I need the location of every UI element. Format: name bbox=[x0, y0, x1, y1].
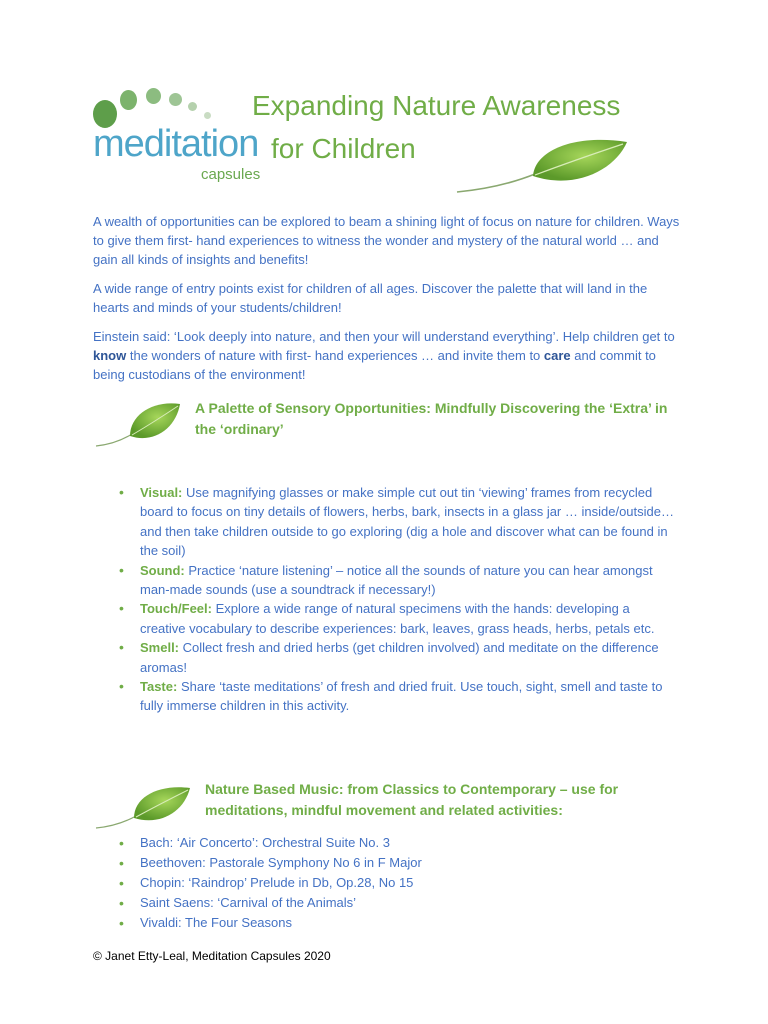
intro-p3-know: know bbox=[93, 348, 127, 364]
list-item-text: Explore a wide range of natural specimens with the hands: developing a creative vocabulary to describe experiences: bark, leaves, grass heads, herbs, petals etc. bbox=[140, 601, 655, 636]
page-title-line1: Expanding Nature Awareness bbox=[252, 90, 621, 121]
intro-paragraph-2: A wide range of entry points exist for children of all ages. Discover the palette that will land in the hearts and minds of your students/children! bbox=[93, 281, 648, 316]
list-item: • Vivaldi: The Four Seasons bbox=[116, 913, 676, 933]
logo-dot-3 bbox=[146, 88, 161, 104]
list-item bbox=[116, 561, 676, 600]
logo-dot-2 bbox=[120, 90, 137, 110]
logo-dot-6 bbox=[204, 112, 211, 119]
intro-p3-care: care bbox=[543, 348, 571, 364]
intro-p3-text-c: and commit to being custodians of the environment! bbox=[93, 348, 656, 383]
leaf-image-large bbox=[455, 130, 635, 200]
copyright-footer: © Janet Etty-Leal, Meditation Capsules 2020 bbox=[93, 949, 331, 963]
music-list bbox=[116, 833, 676, 933]
section-heading-music: Nature Based Music: from Classics to Contemporary – use for meditations, mindful movement and related activities: bbox=[205, 781, 619, 818]
list-item-text: Practice ‘nature listening’ – notice all the sounds of nature you can hear amongst man-made sounds (use a soundtrack if necessary!) bbox=[140, 562, 653, 598]
list-item-text: Share ‘taste meditations’ of fresh and dried fruit. Use touch, sight, smell and taste to fully immerse children in this activity. bbox=[140, 679, 663, 714]
list-item: • Bach: ‘Air Concerto’: Orchestral Suite No. 3 bbox=[116, 833, 676, 853]
intro-paragraph-1: A wealth of opportunities can be explored to beam a shining light of focus on nature for children. Ways to give them first- hand experiences to witness the wonder and mystery of the natural world … and gain all kinds of insights and benefits! bbox=[93, 214, 680, 268]
list-item bbox=[116, 638, 676, 677]
leaf-icon-section2 bbox=[94, 782, 194, 832]
list-item-label: Touch/Feel: bbox=[140, 601, 212, 617]
list-item bbox=[116, 599, 676, 638]
logo-dot-5 bbox=[188, 102, 197, 111]
logo-subtext: capsules bbox=[201, 166, 261, 183]
list-item bbox=[116, 677, 676, 716]
logo-dot-4 bbox=[169, 93, 182, 106]
logo-wordmark: meditation bbox=[93, 123, 259, 165]
leaf-icon-section1 bbox=[94, 398, 184, 450]
list-item-label: Visual: bbox=[140, 485, 183, 500]
intro-p3-text-b: the wonders of nature with first- hand experiences … and invite them to bbox=[126, 348, 544, 364]
list-item-text: Use magnifying glasses or make simple cut out tin ‘viewing’ frames from recycled board to focus on tiny details of flowers, herbs, bark, insects in a glass jar … inside/outside… and then take children outside to go exploring (dig a hole and discover what can be found in the soil) bbox=[140, 485, 674, 559]
intro-p3-text-a: Einstein said: ‘Look deeply into nature, and then your will understand everything’. Help children get to bbox=[93, 329, 675, 344]
sensory-list bbox=[116, 483, 676, 716]
intro-paragraph-3 bbox=[93, 327, 683, 385]
list-item-text: Collect fresh and dried herbs (get children involved) and meditate on the difference aromas! bbox=[140, 640, 659, 675]
list-item-label: Sound: bbox=[140, 562, 185, 578]
list-item-label: Smell: bbox=[140, 640, 180, 656]
list-item: • Chopin: ‘Raindrop’ Prelude in Db, Op.28, No 15 bbox=[116, 873, 676, 893]
list-item: • Beethoven: Pastorale Symphony No 6 in F Major bbox=[116, 853, 676, 873]
list-item-label: Taste: bbox=[140, 679, 178, 695]
list-item: • Saint Saens: ‘Carnival of the Animals’ bbox=[116, 893, 676, 913]
page-title-line2: for Children bbox=[271, 133, 416, 164]
section-heading-sensory: A Palette of Sensory Opportunities: Mindfully Discovering the ‘Extra’ in the ‘ordinary’ bbox=[195, 400, 668, 437]
list-item bbox=[116, 483, 676, 561]
